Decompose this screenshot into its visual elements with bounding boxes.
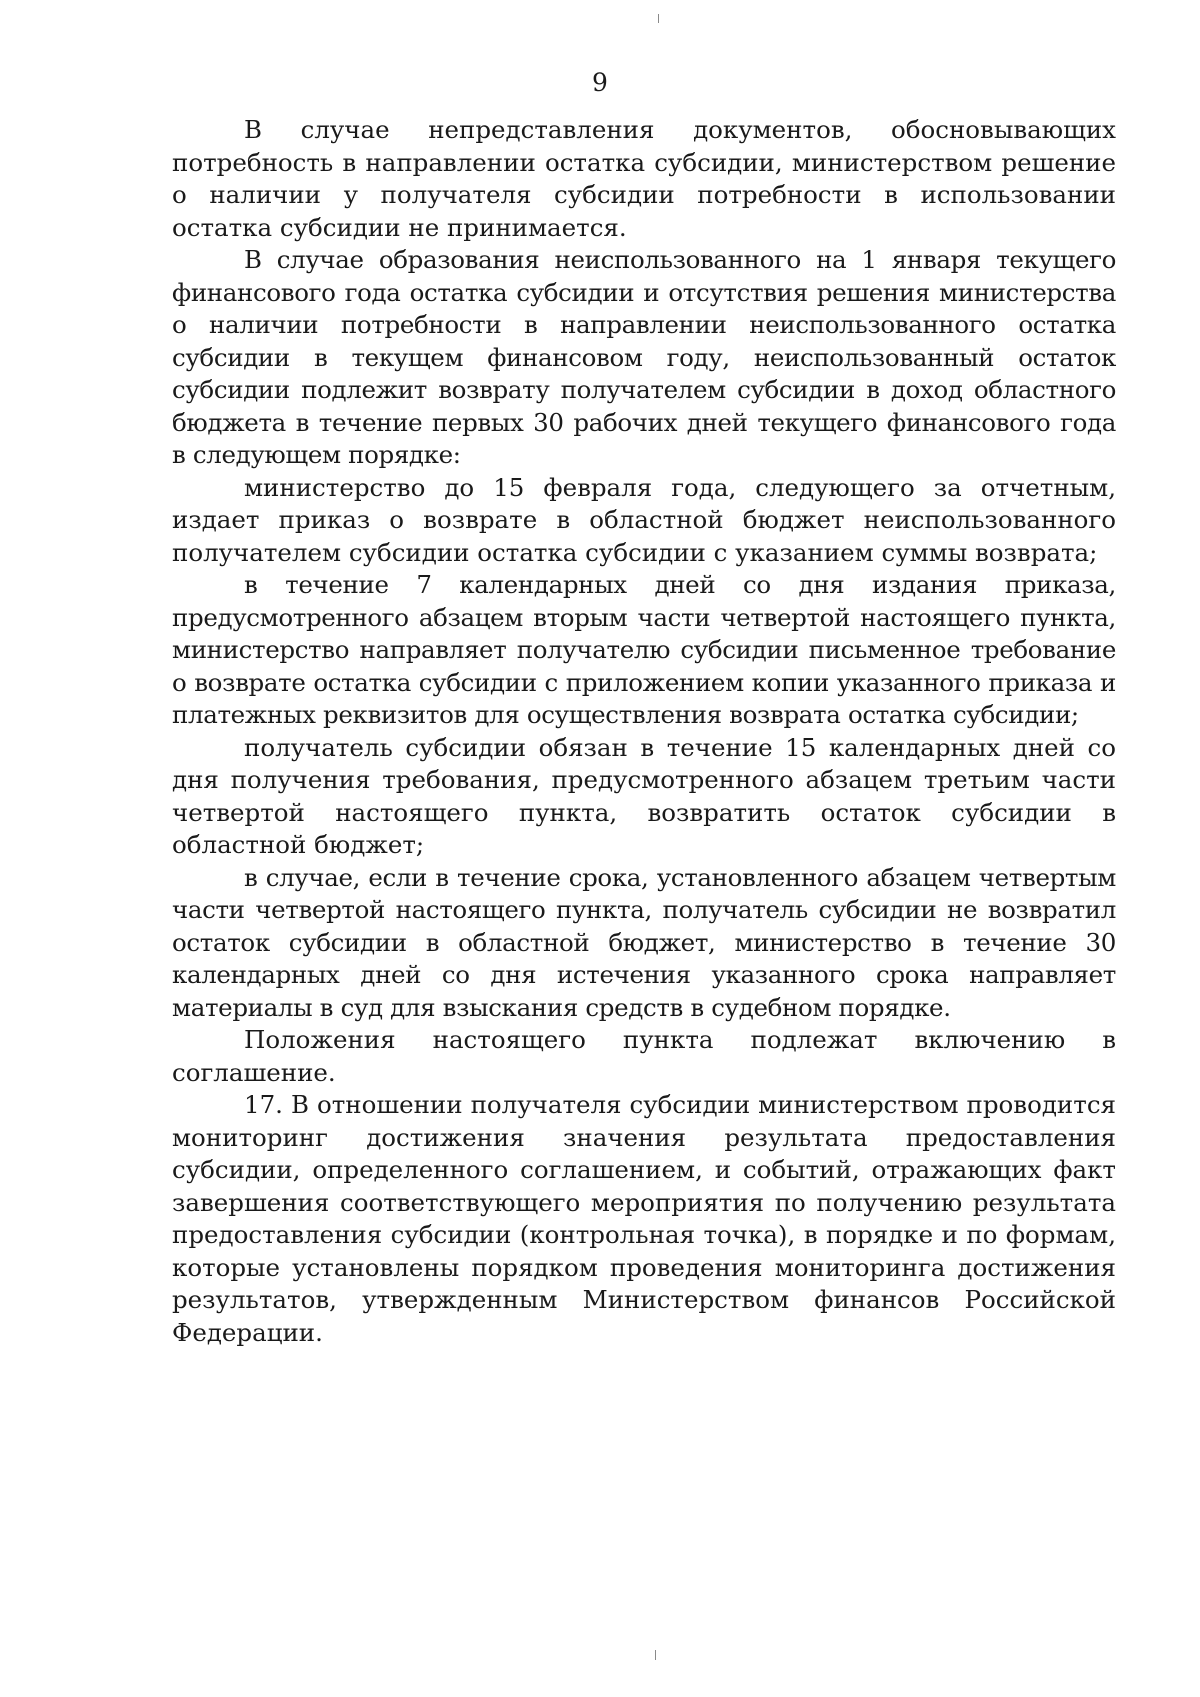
document-body: [172, 114, 1116, 1349]
scan-artifact-bottom: [655, 1650, 656, 1660]
paragraph-4: в течение 7 календарных дней со дня издания приказа, предусмотренного абзацем вторым части четвертой настоящего пункта, министерство направляет получателю субсидии письменное требование о возврате остатка субсидии с приложением копии указанного приказа и платежных реквизитов для осуществления возврата остатка субсидии;: [172, 570, 1116, 729]
paragraph-2: В случае образования неиспользованного на 1 января текущего финансового года остатка субсидии и отсутствия решения министерства о наличии потребности в направлении неиспользованного остатка субсидии в текущем финансовом году, неиспользованный остаток субсидии подлежит возврату получателем субсидии в доход областного бюджета в течение первых 30 рабочих дней текущего финансового года в следующем порядке:: [172, 245, 1116, 469]
paragraph-7: Положения настоящего пункта подлежат включению в соглашение.: [172, 1025, 1116, 1087]
paragraph-8-item-17: 17. В отношении получателя субсидии министерством проводится мониторинг достижения значения результата предоставления субсидии, определенного соглашением, и событий, отражающих факт завершения соответствующего мероприятия по получению результата предоставления субсидии (контрольная точка), в порядке и по формам, которые установлены порядком проведения мониторинга достижения результатов, утвержденным Министерством финансов Российской Федерации.: [172, 1090, 1116, 1347]
paragraph-5: получатель субсидии обязан в течение 15 календарных дней со дня получения требования, предусмотренного абзацем третьим части четвертой настоящего пункта, возвратить остаток субсидии в областной бюджет;: [172, 732, 1116, 859]
paragraph-3: министерство до 15 февраля года, следующего за отчетным, издает приказ о возврате в областной бюджет неиспользованного получателем субсидии остатка субсидии с указанием суммы возврата;: [172, 472, 1116, 567]
scan-artifact-top: [658, 14, 659, 23]
paragraph-6: в случае, если в течение срока, установленного абзацем четвертым части четвертой настоящего пункта, получатель субсидии не возвратил остаток субсидии в областной бюджет, министерство в течение 30 календарных дней со дня истечения указанного срока направляет материалы в суд для взыскания средств в судебном порядке.: [172, 862, 1116, 1022]
paragraph-1: В случае непредставления документов, обосновывающих потребность в направлении остатка субсидии, министерством решение о наличии у получателя субсидии потребности в использовании остатка субсидии не принимается.: [172, 115, 1116, 242]
page-number: 9: [592, 68, 608, 97]
